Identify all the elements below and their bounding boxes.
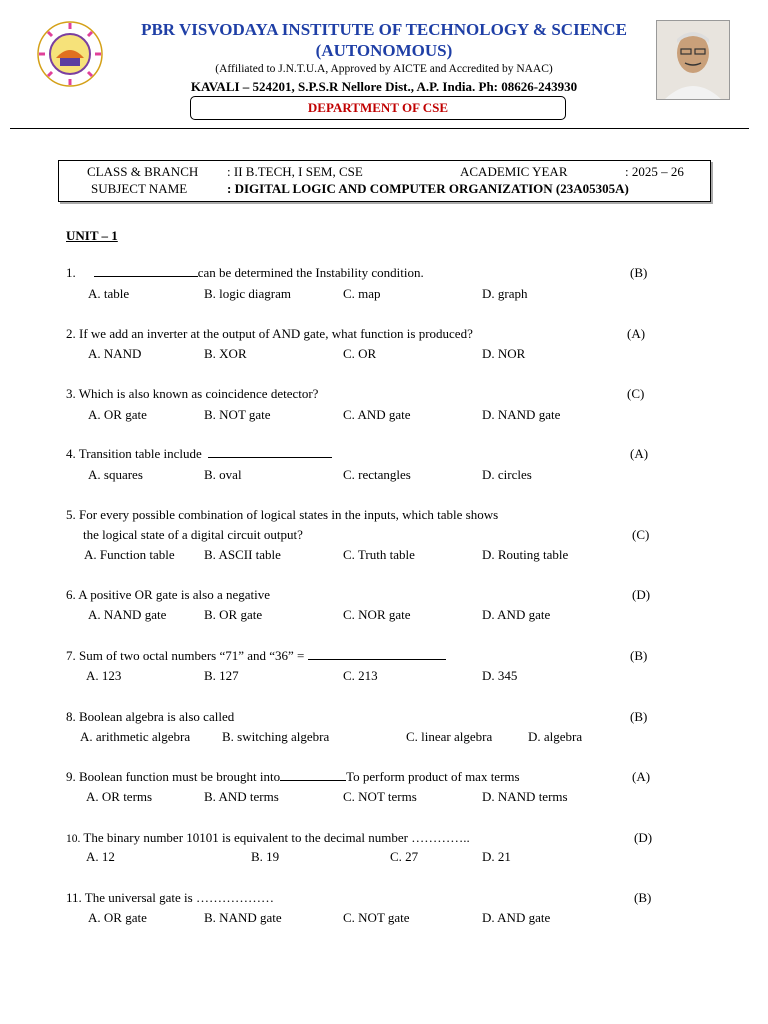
answer-blank — [280, 779, 346, 781]
answer-key: (A) — [627, 326, 646, 341]
institute-status: (AUTONOMOUS) — [315, 41, 453, 60]
question-text-continued: To perform product of max terms — [346, 769, 520, 784]
answer-key: (B) — [634, 890, 652, 905]
option-c: C. NOR gate — [343, 607, 411, 622]
unit-title: UNIT – 1 — [66, 228, 118, 243]
option-a: A. OR gate — [88, 407, 147, 422]
option-c: C. rectangles — [343, 467, 411, 482]
answer-key: (D) — [634, 830, 653, 845]
option-c: C. 27 — [390, 849, 419, 864]
question-number: 10. — [66, 833, 81, 845]
option-a: A. 12 — [86, 849, 115, 864]
year-value: : 2025 – 26 — [625, 164, 684, 179]
option-c: C. NOT gate — [343, 910, 410, 925]
question-3: 3. Which is also known as coincidence detector? — [66, 386, 319, 401]
option-c: C. 213 — [343, 668, 378, 683]
option-c: C. Truth table — [343, 547, 415, 562]
question-2: 2. If we add an inverter at the output of AND gate, what function is produced? — [66, 326, 473, 341]
question-text: can be determined the Instability condition. — [197, 265, 424, 280]
question-7 — [66, 648, 446, 664]
question-9 — [66, 769, 520, 785]
answer-key: (B) — [630, 265, 648, 280]
question-text: The binary number 10101 is equivalent to the decimal number ………….. — [83, 830, 470, 845]
question-10 — [66, 830, 470, 846]
option-a: A. NAND — [88, 346, 142, 361]
option-b: B. 127 — [204, 668, 239, 683]
option-b: B. XOR — [204, 346, 247, 361]
answer-key: (C) — [632, 527, 650, 542]
option-c: C. OR — [343, 346, 377, 361]
option-d: D. AND gate — [482, 910, 551, 925]
question-1 — [66, 265, 424, 281]
option-d: D. Routing table — [482, 547, 569, 562]
option-c: C. map — [343, 286, 381, 301]
option-c: C. NOT terms — [343, 789, 417, 804]
answer-blank — [208, 456, 332, 458]
subject-value: : DIGITAL LOGIC AND COMPUTER ORGANIZATION (23A05305A) — [227, 181, 629, 196]
answer-blank — [308, 658, 446, 660]
option-a: A. OR terms — [86, 789, 153, 804]
option-d: D. 21 — [482, 849, 511, 864]
department-box: DEPARTMENT OF CSE — [190, 96, 566, 120]
question-text: 7. Sum of two octal numbers “71” and “36” = — [66, 648, 305, 663]
option-b: B. OR gate — [204, 607, 263, 622]
option-d: D. NOR — [482, 346, 526, 361]
option-b: B. NOT gate — [204, 407, 271, 422]
question-number: 1. — [66, 265, 76, 280]
option-b: B. ASCII table — [204, 547, 281, 562]
founder-photo — [656, 20, 730, 100]
class-label: CLASS & BRANCH — [87, 164, 199, 179]
option-b: B. logic diagram — [204, 286, 292, 301]
option-a: A. OR gate — [88, 910, 147, 925]
option-b: B. AND terms — [204, 789, 279, 804]
option-d: D. AND gate — [482, 607, 551, 622]
answer-key: (A) — [632, 769, 651, 784]
answer-key: (C) — [627, 386, 645, 401]
answer-key: (A) — [630, 446, 649, 461]
option-a: A. arithmetic algebra — [80, 729, 191, 744]
option-d: D. graph — [482, 286, 528, 301]
option-a: A. NAND gate — [88, 607, 167, 622]
option-d: D. algebra — [528, 729, 583, 744]
option-a: A. 123 — [86, 668, 122, 683]
option-b: B. NAND gate — [204, 910, 282, 925]
option-b: B. oval — [204, 467, 242, 482]
class-value: : II B.TECH, I SEM, CSE — [227, 164, 363, 179]
affiliation-text: (Affiliated to J.N.T.U.A, Approved by AICTE and Accredited by NAAC) — [215, 63, 553, 75]
option-a: A. squares — [88, 467, 143, 482]
answer-blank — [94, 275, 198, 277]
question-5-continued: the logical state of a digital circuit output? — [83, 527, 303, 542]
option-c: C. linear algebra — [406, 729, 493, 744]
institute-name: PBR VISVODAYA INSTITUTE OF TECHNOLOGY & SCIENCE — [141, 20, 627, 39]
answer-key: (B) — [630, 648, 648, 663]
year-label: ACADEMIC YEAR — [460, 164, 568, 179]
answer-key: (D) — [632, 587, 651, 602]
question-text: 4. Transition table include — [66, 446, 202, 461]
question-8: 8. Boolean algebra is also called — [66, 709, 235, 724]
option-a: A. table — [88, 286, 130, 301]
option-b: B. 19 — [251, 849, 280, 864]
question-4 — [66, 446, 332, 462]
question-text: 9. Boolean function must be brought into — [66, 769, 281, 784]
option-c: C. AND gate — [343, 407, 411, 422]
subject-label: SUBJECT NAME — [91, 181, 188, 196]
option-d: D. 345 — [482, 668, 518, 683]
option-d: D. NAND terms — [482, 789, 568, 804]
option-b: B. switching algebra — [222, 729, 330, 744]
address-text: KAVALI – 524201, S.P.S.R Nellore Dist., A.P. India. Ph: 08626-243930 — [190, 79, 578, 94]
question-6: 6. A positive OR gate is also a negative — [66, 587, 270, 602]
answer-key: (B) — [630, 709, 648, 724]
option-d: D. NAND gate — [482, 407, 561, 422]
course-info-box — [58, 160, 711, 202]
option-a: A. Function table — [84, 547, 175, 562]
option-d: D. circles — [482, 467, 532, 482]
header-divider — [10, 128, 749, 129]
question-5: 5. For every possible combination of logical states in the inputs, which table shows — [66, 507, 499, 522]
question-11: 11. The universal gate is ……………… — [66, 890, 274, 905]
